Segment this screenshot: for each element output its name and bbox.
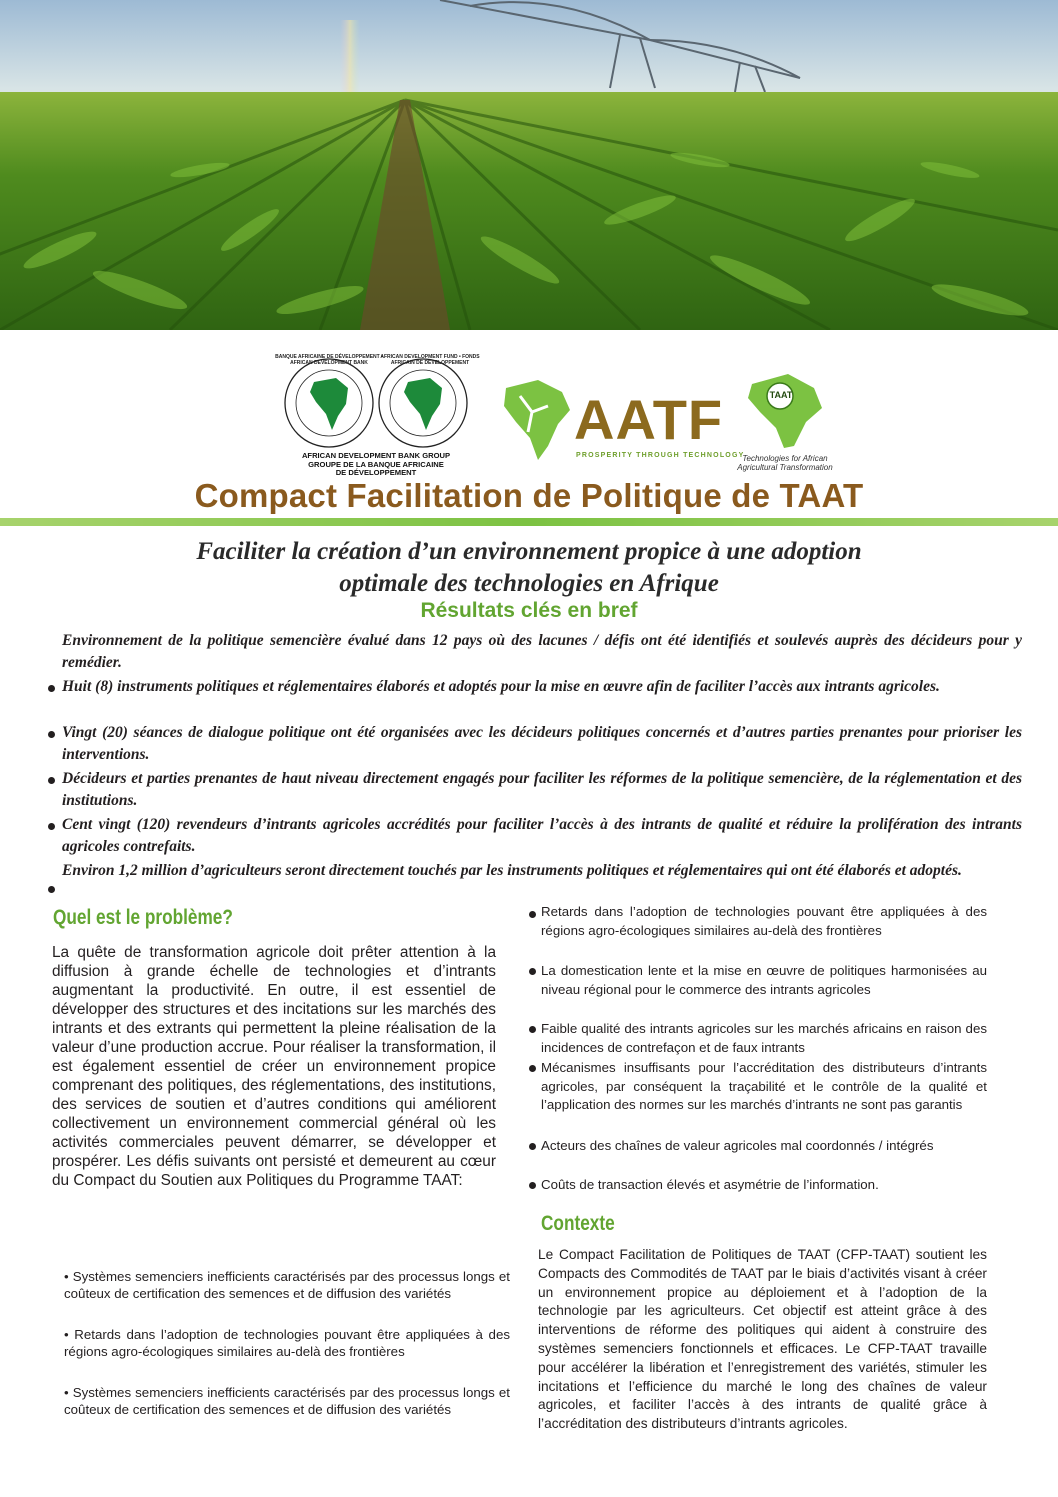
key-result-item: Décideurs et parties prenantes de haut niveau directement engagés pour faciliter les réformes de la politique semencière, de la réglementation et des institutions.: [62, 770, 1022, 809]
key-result-item: Environnement de la politique semencière évalué dans 12 pays où des lacunes / défis ont été identifiés et soulevés auprès des décideurs pour y remédier.: [62, 632, 1022, 671]
list-item: La domestication lente et la mise en œuvre de politiques harmonisées au niveau régional pour le commerce des intrants agricoles: [541, 963, 987, 997]
afdb-caption-line1: AFRICAN DEVELOPMENT BANK GROUP: [301, 451, 451, 460]
problem-paragraph: La quête de transformation agricole doit prêter attention à la diffusion à grande échelle de technologies et d’intrants augmentant la productivité. En outre, il est essentiel de développer des structures et des incitations sur les marchés des intrants et des extrants qui permettent la pleine réalisation de la valeur d’une production accrue. Pour réaliser la transformation, il est également essentiel de créer un environnement propice comprenant des politiques, des réglementations, des institutions, des services de soutien et d’autres conditions qui améliorent collectivement un environnement commercial général où les activités commerciales peuvent démarrer, se développer et prospérer. Les défis suivants ont persisté et demeurent au cœur du Compact du Soutien aux Politiques du Programme TAAT:: [52, 944, 496, 1189]
list-item: Retards dans l’adoption de technologies pouvant être appliquées à des régions agro-écologiques similaires au-delà des frontières: [541, 904, 987, 938]
taat-badge: TAAT: [769, 390, 793, 400]
bullet-icon: [529, 968, 536, 975]
bullet-icon: [48, 731, 55, 738]
key-results-heading: Résultats clés en bref: [420, 599, 638, 622]
taat-caption-line2: Agricultural Transformation: [737, 463, 833, 472]
aatf-tagline: PROSPERITY THROUGH TECHNOLOGY: [576, 452, 745, 459]
taat-caption: [734, 454, 836, 472]
bullet-icon: [529, 911, 536, 918]
bullet-icon: [529, 1026, 536, 1033]
hero-field-photo: [0, 0, 1058, 330]
bullet-icon: [48, 823, 55, 830]
list-item: Acteurs des chaînes de valeur agricoles mal coordonnés / intégrés: [541, 1138, 934, 1153]
subtitle: [100, 536, 958, 600]
key-result-item: Vingt (20) séances de dialogue politique ont été organisées avec les décideurs politiques concernés et d’autres parties prenantes pour prioriser les interventions.: [62, 724, 1022, 763]
list-item: • Retards dans l’adoption de technologies pouvant être appliquées à des régions agro-écologiques similaires au-delà des frontières: [64, 1327, 510, 1360]
afdb-bank-ring-text: BANQUE AFRICAINE DE DÉVELOPPEMENT • AFRICAN DEVELOPMENT BANK: [275, 354, 383, 366]
aatf-logo: [498, 376, 745, 466]
taat-caption-line1: Technologies for African: [742, 454, 828, 463]
taat-logo: [738, 370, 832, 480]
context-paragraph: Le Compact Facilitation de Politiques de TAAT (CFP-TAAT) soutient les Compacts des Commodités de TAAT par le biais d’activités visant à créer un environnement propice au déploiement et à l’adoption de la technologie par les agriculteurs. Cet objectif est atteint grâce à des interventions de réforme des politiques qui aident à construire des systèmes semenciers fonctionnels et efficaces. Le CFP-TAAT travaille pour accélérer la libération et l’enregistrement des variétés, stimuler les incitations et l’efficience du marché le long des chaînes de valeur agricoles, et faciliter l’accès à des intrants de qualité grâce à l’accréditation des distributeurs d’intrants agricoles.: [538, 1247, 987, 1432]
subtitle-line2: optimale des technologies en Afrique: [339, 570, 719, 597]
aatf-africa-emblem: [498, 376, 578, 462]
bullet-icon: [529, 1065, 536, 1072]
key-result-item: Cent vingt (120) revendeurs d’intrants agricoles accrédités pour faciliter l’accès à des intrants de qualité et réduire la prolifération des intrants agricoles contrefaits.: [62, 816, 1022, 855]
context-heading: Contexte: [541, 1212, 615, 1235]
bullet-icon: [48, 777, 55, 784]
afdb-emblem: [276, 354, 476, 454]
list-item: • Systèmes semenciers inefficients caractérisés par des processus longs et coûteux de certification des semences et de diffusion des variétés: [64, 1269, 510, 1302]
afdb-logo: [275, 354, 480, 484]
aatf-wordmark: AATF: [574, 388, 724, 451]
afdb-caption: [284, 452, 468, 478]
taat-africa-emblem: [742, 370, 828, 452]
subtitle-line1: Faciliter la création d’un environnement propice à une adoption: [196, 538, 862, 565]
corn-field-illustration: [0, 0, 1058, 330]
problem-heading: Quel est le problème?: [53, 906, 233, 929]
title-divider: [0, 518, 1058, 526]
key-result-item: Environ 1,2 million d’agriculteurs seront directement touchés par les instruments politiques et réglementaires qui ont été élaborés et adoptés.: [62, 862, 962, 879]
bullet-icon: [529, 1143, 536, 1150]
key-result-item: Huit (8) instruments politiques et réglementaires élaborés et adoptés pour la mise en œuvre afin de faciliter l’accès aux intrants agricoles.: [62, 678, 940, 695]
afdb-fund-ring-text: AFRICAN DEVELOPMENT FUND • FONDS AFRICAIN DE DÉVELOPPEMENT: [380, 354, 480, 366]
page-title: Compact Facilitation de Politique de TAAT: [194, 477, 864, 514]
list-item: Coûts de transaction élevés et asymétrie de l’information.: [541, 1177, 879, 1192]
bullet-icon: [529, 1182, 536, 1189]
list-item: • Systèmes semenciers inefficients caractérisés par des processus longs et coûteux de certification des semences et de diffusion des variétés: [64, 1385, 510, 1418]
list-item: Faible qualité des intrants agricoles sur les marchés africains en raison des incidences de contrefaçon et de faux intrants: [541, 1021, 987, 1055]
bullet-icon: [48, 886, 55, 893]
afdb-caption-line2: GROUPE DE LA BANQUE AFRICAINE: [308, 459, 444, 469]
bullet-icon: [48, 685, 55, 692]
afdb-caption-line3: DE DÉVELOPPEMENT: [335, 468, 417, 477]
list-item: Mécanismes insuffisants pour l’accréditation des distributeurs d’intrants agricoles, par conséquent la traçabilité et le contrôle de la qualité et l’application des normes sur les marchés d’intrants ne sont pas garantis: [541, 1060, 987, 1112]
